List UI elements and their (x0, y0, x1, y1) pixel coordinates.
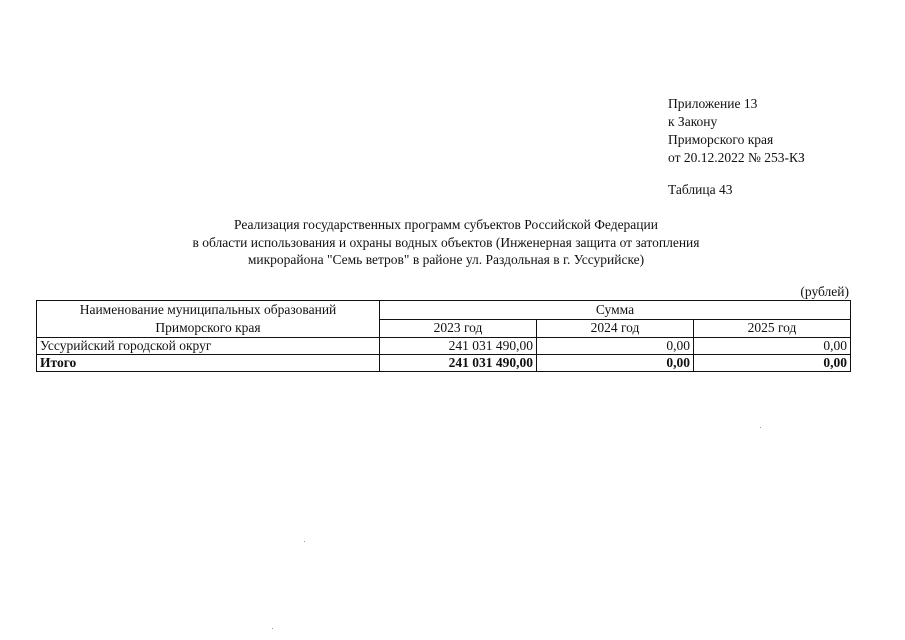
scan-speck (760, 427, 761, 428)
title-line: микрорайона "Семь ветров" в районе ул. Раздольная в г. Уссурийске) (247, 252, 645, 267)
scan-speck (272, 628, 273, 629)
appendix-line: к Закону (668, 114, 718, 129)
row-name-cell: Уссурийский городской округ (37, 338, 380, 355)
appendix-line: Приложение 13 (668, 96, 758, 111)
header-name-cell (37, 301, 380, 338)
header-year-cell: 2024 год (537, 319, 694, 338)
title-line: в области использования и охраны водных объектов (Инженерная защита от затопления (192, 234, 700, 250)
header-sum-cell: Сумма (380, 301, 851, 320)
table-total-row (37, 355, 851, 372)
row-value-cell: 241 031 490,00 (380, 338, 537, 355)
funding-table (36, 300, 851, 372)
appendix-line: Приморского края (668, 132, 774, 147)
row-value-cell: 0,00 (694, 338, 851, 355)
header-year-cell: 2023 год (380, 319, 537, 338)
table-row (37, 338, 851, 355)
total-value-cell: 0,00 (694, 355, 851, 372)
title-line: Реализация государственных программ субъектов Российской Федерации (234, 217, 658, 232)
table-header-row (37, 301, 851, 320)
header-name-line1: Наименование муниципальных образований (79, 302, 337, 317)
scan-speck (304, 541, 305, 542)
total-value-cell: 241 031 490,00 (380, 355, 537, 372)
total-value-cell: 0,00 (537, 355, 694, 372)
header-name-line2: Приморского края (155, 320, 261, 335)
header-year-cell: 2025 год (694, 319, 851, 338)
units-label: (рублей) (800, 284, 849, 299)
appendix-block (668, 95, 805, 167)
total-name-cell: Итого (37, 355, 380, 372)
document-title (96, 216, 796, 269)
row-value-cell: 0,00 (537, 338, 694, 355)
appendix-line: от 20.12.2022 № 253-КЗ (668, 150, 805, 165)
table-number: Таблица 43 (668, 182, 733, 197)
